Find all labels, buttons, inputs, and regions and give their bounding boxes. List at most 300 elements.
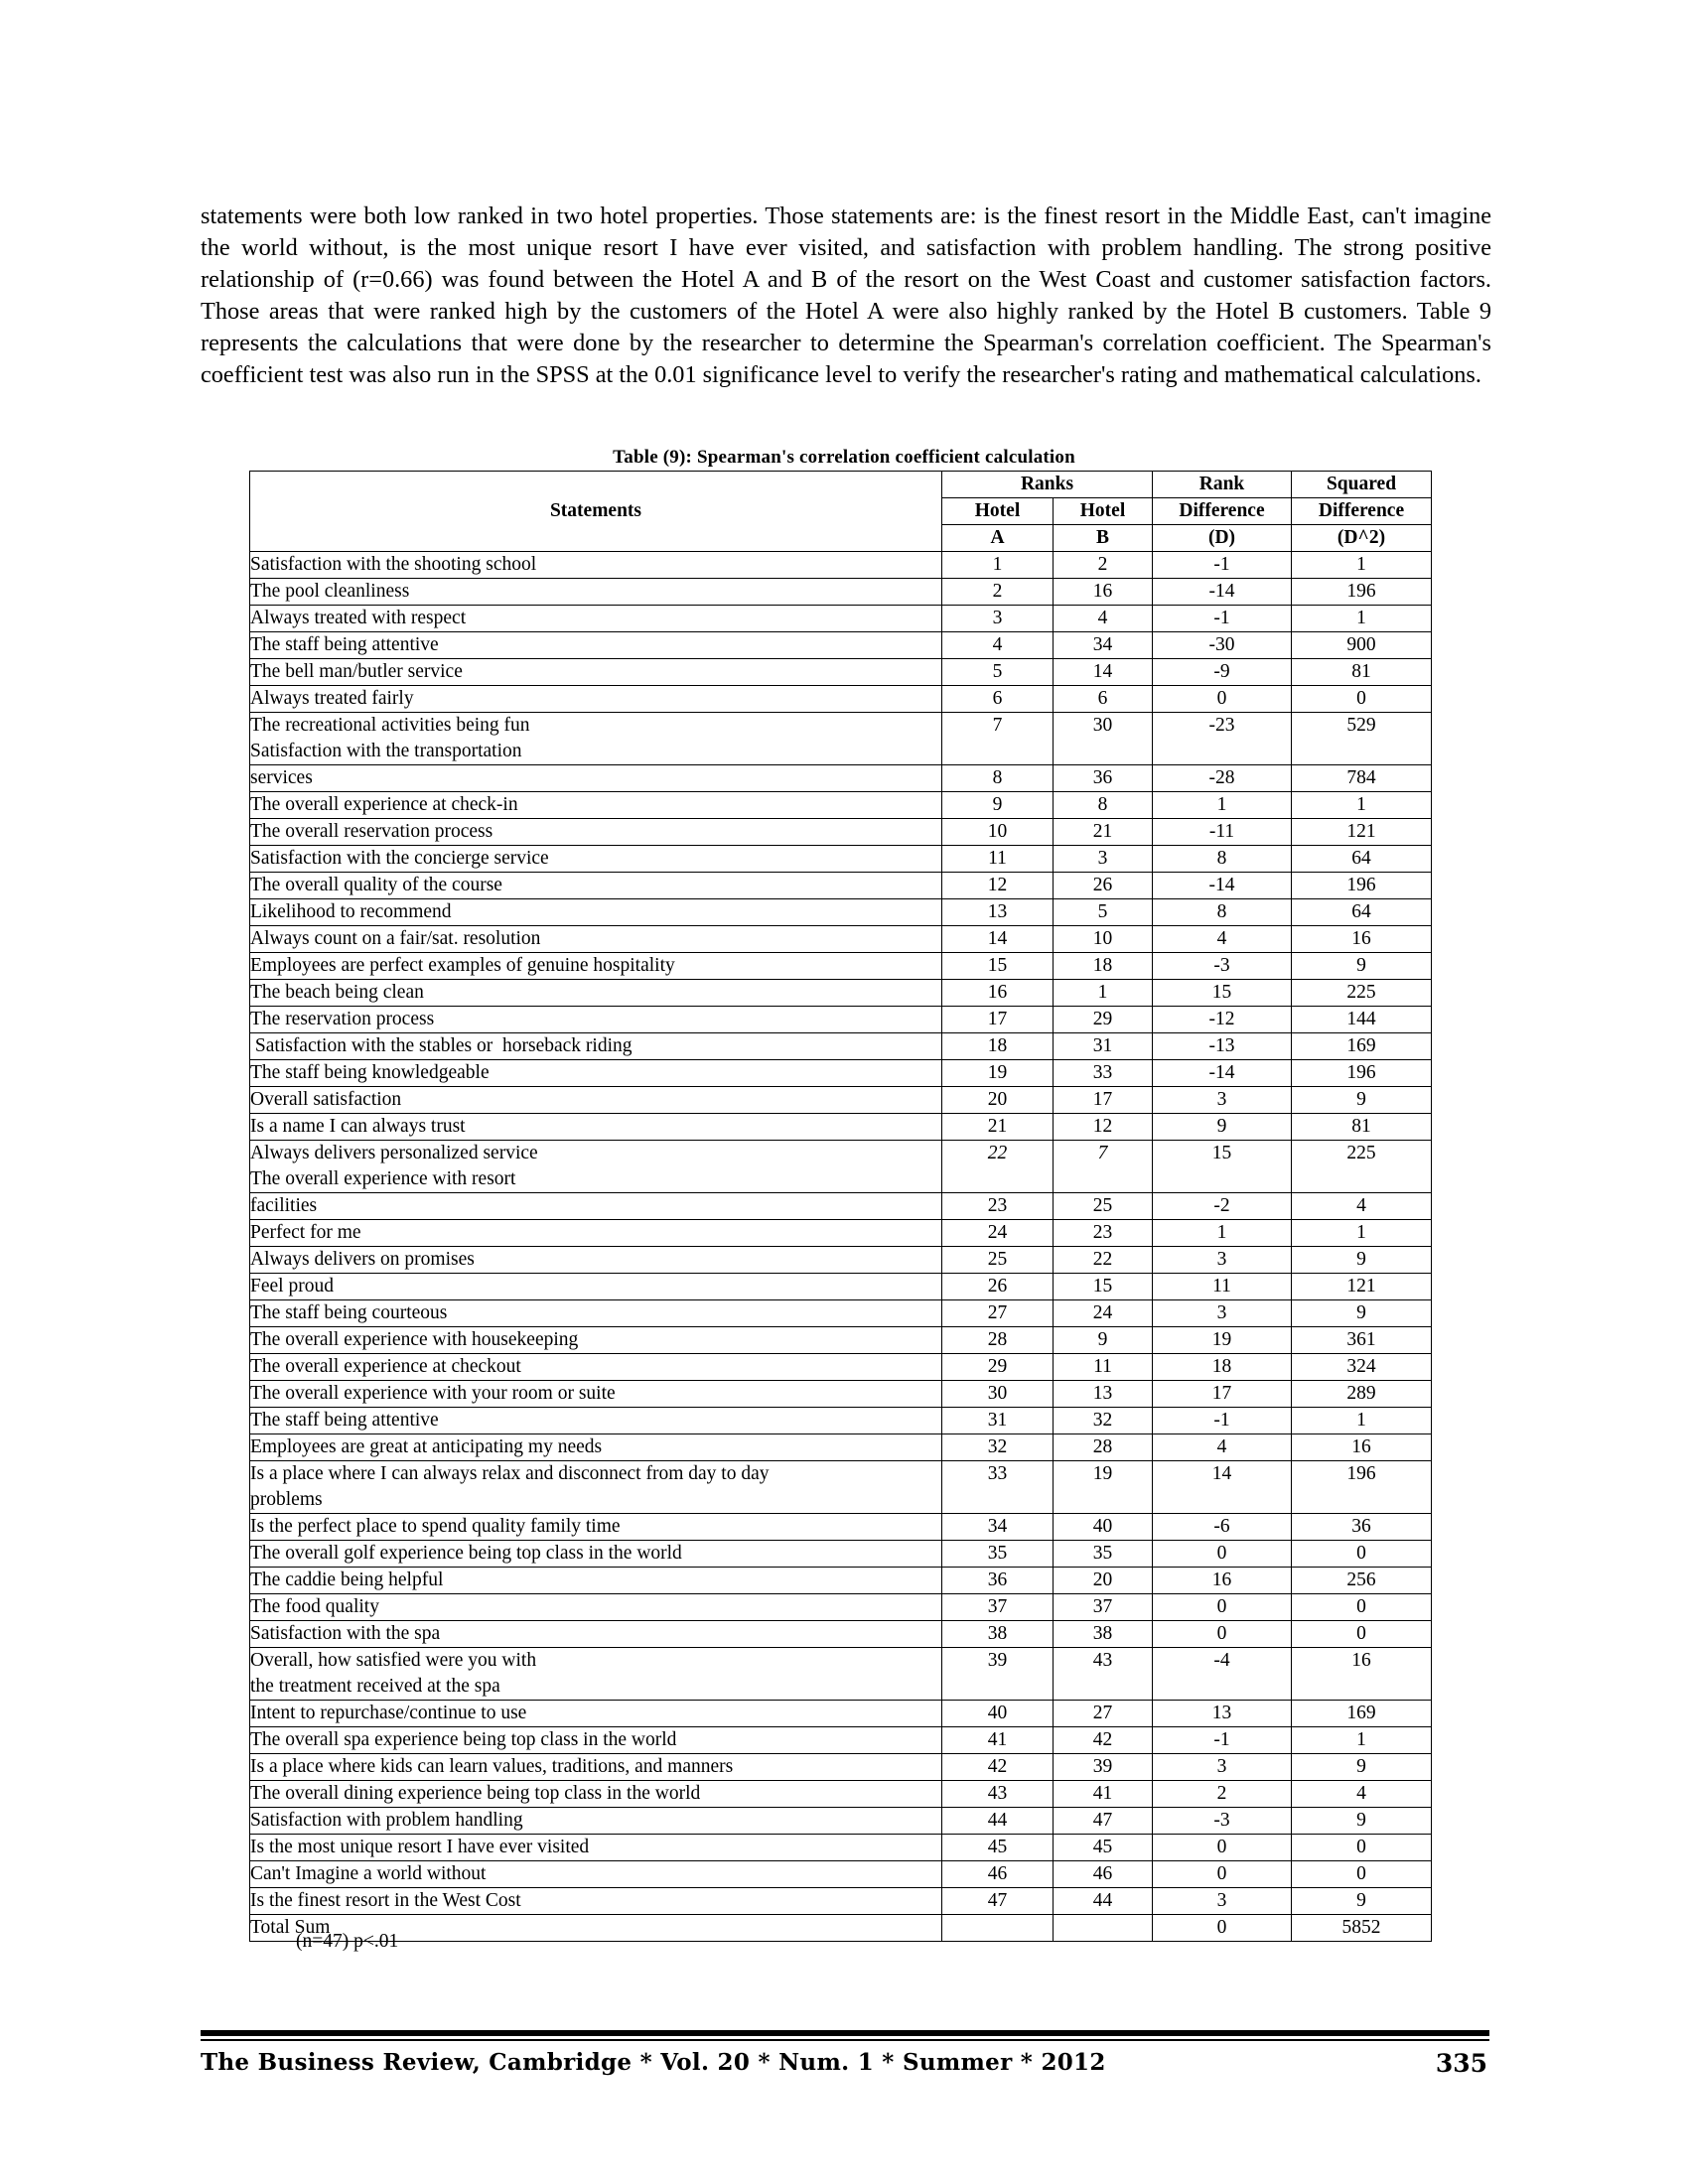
statement-cell: [250, 1354, 942, 1381]
statement-text: The food quality: [250, 1596, 379, 1617]
hotel-a-rank-cell: 1: [942, 552, 1054, 579]
hotel-a-rank-cell: 38: [942, 1621, 1054, 1648]
rank-difference-cell: 19: [1153, 1327, 1292, 1354]
hotel-a-rank-cell: 18: [942, 1033, 1054, 1060]
rank-difference-cell: -2: [1153, 1193, 1292, 1220]
hotel-b-rank-cell: 39: [1054, 1754, 1153, 1781]
rank-difference-cell: 8: [1153, 846, 1292, 873]
statement-cell: [250, 659, 942, 686]
squared-difference-cell: 169: [1292, 1701, 1432, 1727]
statement-text: The bell man/butler service: [250, 661, 463, 682]
statement-text: Satisfaction with the shooting school: [250, 554, 537, 575]
table-row: [250, 1434, 1432, 1461]
hotel-a-rank-cell: 40: [942, 1701, 1054, 1727]
header-ranks: Ranks: [942, 472, 1153, 498]
rank-difference-cell: -11: [1153, 819, 1292, 846]
hotel-b-rank-cell: 12: [1054, 1114, 1153, 1141]
hotel-a-rank-cell: 19: [942, 1060, 1054, 1087]
hotel-b-rank-cell: 34: [1054, 632, 1153, 659]
statement-cell: [250, 1754, 942, 1781]
table-row: [250, 1087, 1432, 1114]
table-row: [250, 1781, 1432, 1808]
hotel-b-rank-cell: 16: [1054, 579, 1153, 606]
hotel-a-rank-cell: 44: [942, 1808, 1054, 1835]
table-row: [250, 1701, 1432, 1727]
hotel-a-rank-cell: [942, 1915, 1054, 1942]
header-rank-difference-3: (D): [1153, 525, 1292, 552]
rank-difference-cell: -1: [1153, 1408, 1292, 1434]
squared-difference-cell: 1: [1292, 792, 1432, 819]
statement-cell: [250, 1381, 942, 1408]
statement-cell: [250, 1648, 942, 1701]
hotel-a-rank-cell: 3: [942, 606, 1054, 632]
statement-text: Satisfaction with problem handling: [250, 1810, 523, 1831]
statement-text: The reservation process: [250, 1009, 435, 1029]
hotel-b-rank-cell: 8: [1054, 792, 1153, 819]
hotel-a-rank-cell: 30: [942, 1381, 1054, 1408]
hotel-b-rank-cell: 9: [1054, 1327, 1153, 1354]
squared-difference-cell: 1: [1292, 1408, 1432, 1434]
squared-difference-cell: 1: [1292, 1727, 1432, 1754]
hotel-a-rank-cell: 32: [942, 1434, 1054, 1461]
squared-difference-cell: 196: [1292, 873, 1432, 899]
page-number: 335: [1435, 2049, 1487, 2078]
statement-text: The recreational activities being fun: [250, 715, 530, 736]
hotel-a-rank-cell: 24: [942, 1220, 1054, 1247]
table-caption: Table (9): Spearman's correlation coefficient calculation: [613, 447, 1075, 468]
hotel-a-rank-cell: 14: [942, 926, 1054, 953]
statement-text: The overall experience with your room or suite: [250, 1383, 616, 1404]
statement-text: Satisfaction with the spa: [250, 1623, 441, 1644]
rank-difference-cell: 3: [1153, 1754, 1292, 1781]
statement-text: Is a name I can always trust: [250, 1116, 466, 1137]
rank-difference-cell: -9: [1153, 659, 1292, 686]
table-row: [250, 1381, 1432, 1408]
squared-difference-cell: 1: [1292, 606, 1432, 632]
table-row: [250, 1220, 1432, 1247]
squared-difference-cell: 64: [1292, 899, 1432, 926]
hotel-a-rank-cell: 45: [942, 1835, 1054, 1861]
hotel-b-rank-cell: 7: [1054, 1141, 1153, 1193]
rank-difference-cell: 0: [1153, 1621, 1292, 1648]
hotel-b-rank-cell: 2: [1054, 552, 1153, 579]
rank-difference-cell: 16: [1153, 1568, 1292, 1594]
statement-text: The overall experience at check-in: [250, 794, 518, 815]
statement-cell: [250, 819, 942, 846]
rank-difference-cell: -1: [1153, 1727, 1292, 1754]
body-paragraph: statements were both low ranked in two hotel properties. Those statements are: is the finest resort in the Middle East, can't imagine the world without, is the most unique resort I have ever visited, and satisfaction with problem handling. The strong positive relationship of (r=0.66) was found between the Hotel A and B of the resort on the West Coast and customer satisfaction factors. Those areas that were ranked high by the customers of the Hotel A were also highly ranked by the Hotel B customers. Table 9 represents the calculations that were done by the researcher to determine the Spearman's correlation coefficient. The Spearman's coefficient test was also run in the SPSS at the 0.01 significance level to verify the researcher's rating and mathematical calculations.: [201, 203, 1491, 388]
squared-difference-cell: 9: [1292, 1300, 1432, 1327]
statement-text: Always delivers on promises: [250, 1249, 475, 1270]
rank-difference-cell: -1: [1153, 606, 1292, 632]
statement-cell: [250, 1568, 942, 1594]
squared-difference-cell: 16: [1292, 1648, 1432, 1701]
squared-difference-cell: 289: [1292, 1381, 1432, 1408]
rank-difference-cell: 0: [1153, 686, 1292, 713]
table-row: [250, 579, 1432, 606]
hotel-b-rank-cell: 13: [1054, 1381, 1153, 1408]
squared-difference-cell: 4: [1292, 1193, 1432, 1220]
statement-text: Always count on a fair/sat. resolution: [250, 928, 541, 949]
table-row: [250, 1754, 1432, 1781]
rank-difference-cell: 4: [1153, 1434, 1292, 1461]
rank-difference-cell: 1: [1153, 792, 1292, 819]
statement-cell: [250, 1835, 942, 1861]
hotel-b-rank-cell: 19: [1054, 1461, 1153, 1514]
table-row: [250, 846, 1432, 873]
hotel-b-rank-cell: 31: [1054, 1033, 1153, 1060]
footer-rule: [201, 2030, 1489, 2036]
hotel-a-rank-cell: 5: [942, 659, 1054, 686]
header-rank-difference-1: Rank: [1153, 472, 1292, 498]
rank-difference-cell: 3: [1153, 1300, 1292, 1327]
statement-text: The staff being attentive: [250, 634, 439, 655]
table-row: [250, 765, 1432, 792]
table-row: [250, 980, 1432, 1007]
squared-difference-cell: 121: [1292, 1274, 1432, 1300]
rank-difference-cell: 3: [1153, 1888, 1292, 1915]
table-row: [250, 1594, 1432, 1621]
header-squared-difference-2: Difference: [1292, 498, 1432, 525]
rank-difference-cell: -6: [1153, 1514, 1292, 1541]
squared-difference-cell: 16: [1292, 1434, 1432, 1461]
rank-difference-cell: 17: [1153, 1381, 1292, 1408]
hotel-a-rank-cell: 2: [942, 579, 1054, 606]
statement-cell: [250, 1621, 942, 1648]
hotel-a-rank-cell: 46: [942, 1861, 1054, 1888]
statement-continuation-text: The overall experience with resort: [250, 1168, 516, 1189]
hotel-b-rank-cell: 10: [1054, 926, 1153, 953]
hotel-b-rank-cell: 30: [1054, 713, 1153, 765]
footer-rule-thin: [201, 2039, 1489, 2041]
hotel-a-rank-cell: 22: [942, 1141, 1054, 1193]
statement-text: The staff being knowledgeable: [250, 1062, 490, 1083]
table-row: [250, 1621, 1432, 1648]
rank-difference-cell: -4: [1153, 1648, 1292, 1701]
table-row: [250, 1541, 1432, 1568]
table-body: [250, 552, 1432, 1942]
squared-difference-cell: 1: [1292, 1220, 1432, 1247]
squared-difference-cell: 9: [1292, 1888, 1432, 1915]
table-row: [250, 1327, 1432, 1354]
hotel-b-rank-cell: 33: [1054, 1060, 1153, 1087]
rank-difference-cell: -30: [1153, 632, 1292, 659]
hotel-b-rank-cell: 36: [1054, 765, 1153, 792]
statement-text: The caddie being helpful: [250, 1570, 444, 1590]
hotel-b-rank-cell: 20: [1054, 1568, 1153, 1594]
hotel-b-rank-cell: [1054, 1915, 1153, 1942]
statement-cell: [250, 552, 942, 579]
statement-cell: [250, 1408, 942, 1434]
journal-footer: The Business Review, Cambridge * Vol. 20 * Num. 1 * Summer * 2012: [201, 2049, 1106, 2076]
statement-cell: [250, 1808, 942, 1835]
hotel-a-rank-cell: 27: [942, 1300, 1054, 1327]
statement-cell: [250, 899, 942, 926]
hotel-b-rank-cell: 3: [1054, 846, 1153, 873]
hotel-a-rank-cell: 20: [942, 1087, 1054, 1114]
table-row: [250, 632, 1432, 659]
statement-cell: [250, 1033, 942, 1060]
statement-cell: [250, 1434, 942, 1461]
table-row: [250, 659, 1432, 686]
hotel-b-rank-cell: 38: [1054, 1621, 1153, 1648]
statement-text: services: [250, 767, 313, 788]
statement-continuation-text: Satisfaction with the transportation: [250, 741, 522, 761]
table-row: [250, 819, 1432, 846]
squared-difference-cell: 0: [1292, 686, 1432, 713]
statement-text: Overall satisfaction: [250, 1089, 402, 1110]
table-row: [250, 1033, 1432, 1060]
hotel-b-rank-cell: 25: [1054, 1193, 1153, 1220]
hotel-b-rank-cell: 21: [1054, 819, 1153, 846]
hotel-a-rank-cell: 17: [942, 1007, 1054, 1033]
rank-difference-cell: -23: [1153, 713, 1292, 765]
squared-difference-cell: 0: [1292, 1541, 1432, 1568]
statement-text: The overall experience with housekeeping: [250, 1329, 579, 1350]
squared-difference-cell: 225: [1292, 1141, 1432, 1193]
statement-text: Feel proud: [250, 1276, 334, 1297]
squared-difference-cell: 121: [1292, 819, 1432, 846]
squared-difference-cell: 169: [1292, 1033, 1432, 1060]
hotel-b-rank-cell: 45: [1054, 1835, 1153, 1861]
squared-difference-cell: 5852: [1292, 1915, 1432, 1942]
statement-cell: [250, 579, 942, 606]
statement-cell: [250, 1888, 942, 1915]
statement-text: Is a place where kids can learn values, traditions, and manners: [250, 1756, 734, 1777]
statement-cell: [250, 792, 942, 819]
hotel-b-rank-cell: 18: [1054, 953, 1153, 980]
hotel-a-rank-cell: 11: [942, 846, 1054, 873]
statement-text: Satisfaction with the stables or horseback riding: [250, 1035, 633, 1056]
statement-text: Total Sum: [250, 1917, 331, 1938]
squared-difference-cell: 196: [1292, 1060, 1432, 1087]
statement-cell: [250, 926, 942, 953]
hotel-b-rank-cell: 23: [1054, 1220, 1153, 1247]
header-hotel-a-2: A: [942, 525, 1054, 552]
statement-text: Is a place where I can always relax and disconnect from day to day: [250, 1463, 770, 1484]
statement-text: The staff being courteous: [250, 1302, 448, 1323]
statement-cell: [250, 1541, 942, 1568]
statement-cell: [250, 1060, 942, 1087]
squared-difference-cell: 1: [1292, 552, 1432, 579]
rank-difference-cell: 2: [1153, 1781, 1292, 1808]
header-hotel-b-2: B: [1054, 525, 1153, 552]
statement-cell: [250, 1193, 942, 1220]
rank-difference-cell: -12: [1153, 1007, 1292, 1033]
spearman-table: [249, 471, 1432, 1942]
squared-difference-cell: 324: [1292, 1354, 1432, 1381]
squared-difference-cell: 9: [1292, 1808, 1432, 1835]
rank-difference-cell: 11: [1153, 1274, 1292, 1300]
statement-cell: [250, 713, 942, 765]
table-row: [250, 1247, 1432, 1274]
hotel-a-rank-cell: 16: [942, 980, 1054, 1007]
hotel-a-rank-cell: 21: [942, 1114, 1054, 1141]
header-hotel-b-1: Hotel: [1054, 498, 1153, 525]
hotel-b-rank-cell: 32: [1054, 1408, 1153, 1434]
hotel-b-rank-cell: 15: [1054, 1274, 1153, 1300]
squared-difference-cell: 81: [1292, 659, 1432, 686]
hotel-a-rank-cell: 39: [942, 1648, 1054, 1701]
rank-difference-cell: 3: [1153, 1247, 1292, 1274]
statement-text: Is the perfect place to spend quality family time: [250, 1516, 621, 1537]
rank-difference-cell: -3: [1153, 1808, 1292, 1835]
hotel-a-rank-cell: 13: [942, 899, 1054, 926]
rank-difference-cell: 3: [1153, 1087, 1292, 1114]
rank-difference-cell: -13: [1153, 1033, 1292, 1060]
statement-cell: [250, 1141, 942, 1193]
statement-text: Always treated with respect: [250, 608, 467, 628]
hotel-a-rank-cell: 31: [942, 1408, 1054, 1434]
hotel-b-rank-cell: 1: [1054, 980, 1153, 1007]
rank-difference-cell: -1: [1153, 552, 1292, 579]
rank-difference-cell: 15: [1153, 1141, 1292, 1193]
table-row: [250, 1835, 1432, 1861]
statement-cell: [250, 1247, 942, 1274]
statement-cell: [250, 1114, 942, 1141]
hotel-a-rank-cell: 33: [942, 1461, 1054, 1514]
statement-text: The overall dining experience being top class in the world: [250, 1783, 701, 1804]
table-row: [250, 552, 1432, 579]
rank-difference-cell: 0: [1153, 1835, 1292, 1861]
statement-text: The overall spa experience being top class in the world: [250, 1729, 677, 1750]
hotel-b-rank-cell: 46: [1054, 1861, 1153, 1888]
hotel-a-rank-cell: 6: [942, 686, 1054, 713]
statement-cell: [250, 1220, 942, 1247]
squared-difference-cell: 9: [1292, 1087, 1432, 1114]
squared-difference-cell: 64: [1292, 846, 1432, 873]
hotel-b-rank-cell: 35: [1054, 1541, 1153, 1568]
hotel-a-rank-cell: 29: [942, 1354, 1054, 1381]
table-row: [250, 1861, 1432, 1888]
hotel-b-rank-cell: 42: [1054, 1727, 1153, 1754]
statement-text: Employees are perfect examples of genuine hospitality: [250, 955, 675, 976]
hotel-b-rank-cell: 5: [1054, 899, 1153, 926]
statement-cell: [250, 1781, 942, 1808]
rank-difference-cell: 13: [1153, 1701, 1292, 1727]
squared-difference-cell: 16: [1292, 926, 1432, 953]
hotel-b-rank-cell: 29: [1054, 1007, 1153, 1033]
statement-text: Overall, how satisfied were you with: [250, 1650, 537, 1671]
squared-difference-cell: 9: [1292, 953, 1432, 980]
rank-difference-cell: 0: [1153, 1594, 1292, 1621]
statement-continuation-text: problems: [250, 1489, 323, 1510]
statement-cell: [250, 1300, 942, 1327]
rank-difference-cell: 4: [1153, 926, 1292, 953]
rank-difference-cell: -28: [1153, 765, 1292, 792]
statement-cell: [250, 1007, 942, 1033]
squared-difference-cell: 529: [1292, 713, 1432, 765]
squared-difference-cell: 196: [1292, 579, 1432, 606]
hotel-a-rank-cell: 47: [942, 1888, 1054, 1915]
hotel-a-rank-cell: 4: [942, 632, 1054, 659]
statement-cell: [250, 1274, 942, 1300]
statement-text: The overall experience at checkout: [250, 1356, 521, 1377]
statement-cell: [250, 953, 942, 980]
squared-difference-cell: 0: [1292, 1861, 1432, 1888]
table-row: [250, 792, 1432, 819]
statement-text: The overall reservation process: [250, 821, 493, 842]
statement-text: Satisfaction with the concierge service: [250, 848, 549, 869]
hotel-a-rank-cell: 8: [942, 765, 1054, 792]
statement-cell: [250, 1327, 942, 1354]
table-row: [250, 1514, 1432, 1541]
hotel-a-rank-cell: 26: [942, 1274, 1054, 1300]
squared-difference-cell: 256: [1292, 1568, 1432, 1594]
hotel-b-rank-cell: 43: [1054, 1648, 1153, 1701]
statement-text: The beach being clean: [250, 982, 424, 1003]
hotel-a-rank-cell: 42: [942, 1754, 1054, 1781]
table-row: [250, 1114, 1432, 1141]
statement-text: Can't Imagine a world without: [250, 1863, 487, 1884]
hotel-b-rank-cell: 22: [1054, 1247, 1153, 1274]
statement-text: The overall quality of the course: [250, 875, 502, 895]
statement-cell: [250, 632, 942, 659]
table-row: [250, 1354, 1432, 1381]
hotel-b-rank-cell: 40: [1054, 1514, 1153, 1541]
rank-difference-cell: 14: [1153, 1461, 1292, 1514]
table-row: [250, 953, 1432, 980]
squared-difference-cell: 4: [1292, 1781, 1432, 1808]
hotel-a-rank-cell: 34: [942, 1514, 1054, 1541]
statement-continuation-text: the treatment received at the spa: [250, 1676, 500, 1697]
statement-text: Likelihood to recommend: [250, 901, 452, 922]
squared-difference-cell: 784: [1292, 765, 1432, 792]
statement-cell: [250, 606, 942, 632]
rank-difference-cell: 1: [1153, 1220, 1292, 1247]
squared-difference-cell: 0: [1292, 1835, 1432, 1861]
rank-difference-cell: -14: [1153, 1060, 1292, 1087]
hotel-b-rank-cell: 11: [1054, 1354, 1153, 1381]
squared-difference-cell: 36: [1292, 1514, 1432, 1541]
squared-difference-cell: 9: [1292, 1247, 1432, 1274]
hotel-b-rank-cell: 37: [1054, 1594, 1153, 1621]
hotel-b-rank-cell: 6: [1054, 686, 1153, 713]
header-squared-difference-3: (D^2): [1292, 525, 1432, 552]
table-row: [250, 1727, 1432, 1754]
hotel-b-rank-cell: 4: [1054, 606, 1153, 632]
squared-difference-cell: 0: [1292, 1594, 1432, 1621]
hotel-a-rank-cell: 9: [942, 792, 1054, 819]
hotel-a-rank-cell: 15: [942, 953, 1054, 980]
table-row: [250, 926, 1432, 953]
squared-difference-cell: 361: [1292, 1327, 1432, 1354]
statement-text: Always delivers personalized service: [250, 1143, 538, 1163]
hotel-a-rank-cell: 41: [942, 1727, 1054, 1754]
rank-difference-cell: -14: [1153, 579, 1292, 606]
statement-cell: [250, 873, 942, 899]
hotel-b-rank-cell: 26: [1054, 873, 1153, 899]
hotel-a-rank-cell: 25: [942, 1247, 1054, 1274]
hotel-a-rank-cell: 35: [942, 1541, 1054, 1568]
header-statements: Statements: [250, 472, 942, 552]
statement-cell: [250, 980, 942, 1007]
table-row: [250, 899, 1432, 926]
hotel-a-rank-cell: 12: [942, 873, 1054, 899]
hotel-a-rank-cell: 7: [942, 713, 1054, 765]
table-note: (n=47) p<.01: [296, 1931, 399, 1952]
statement-text: Always treated fairly: [250, 688, 414, 709]
table-row: [250, 1141, 1432, 1193]
statement-text: The pool cleanliness: [250, 581, 410, 602]
table-row: [250, 686, 1432, 713]
squared-difference-cell: 225: [1292, 980, 1432, 1007]
table-row: [250, 1274, 1432, 1300]
rank-difference-cell: 8: [1153, 899, 1292, 926]
hotel-a-rank-cell: 36: [942, 1568, 1054, 1594]
table-row: [250, 1300, 1432, 1327]
statement-cell: [250, 1514, 942, 1541]
